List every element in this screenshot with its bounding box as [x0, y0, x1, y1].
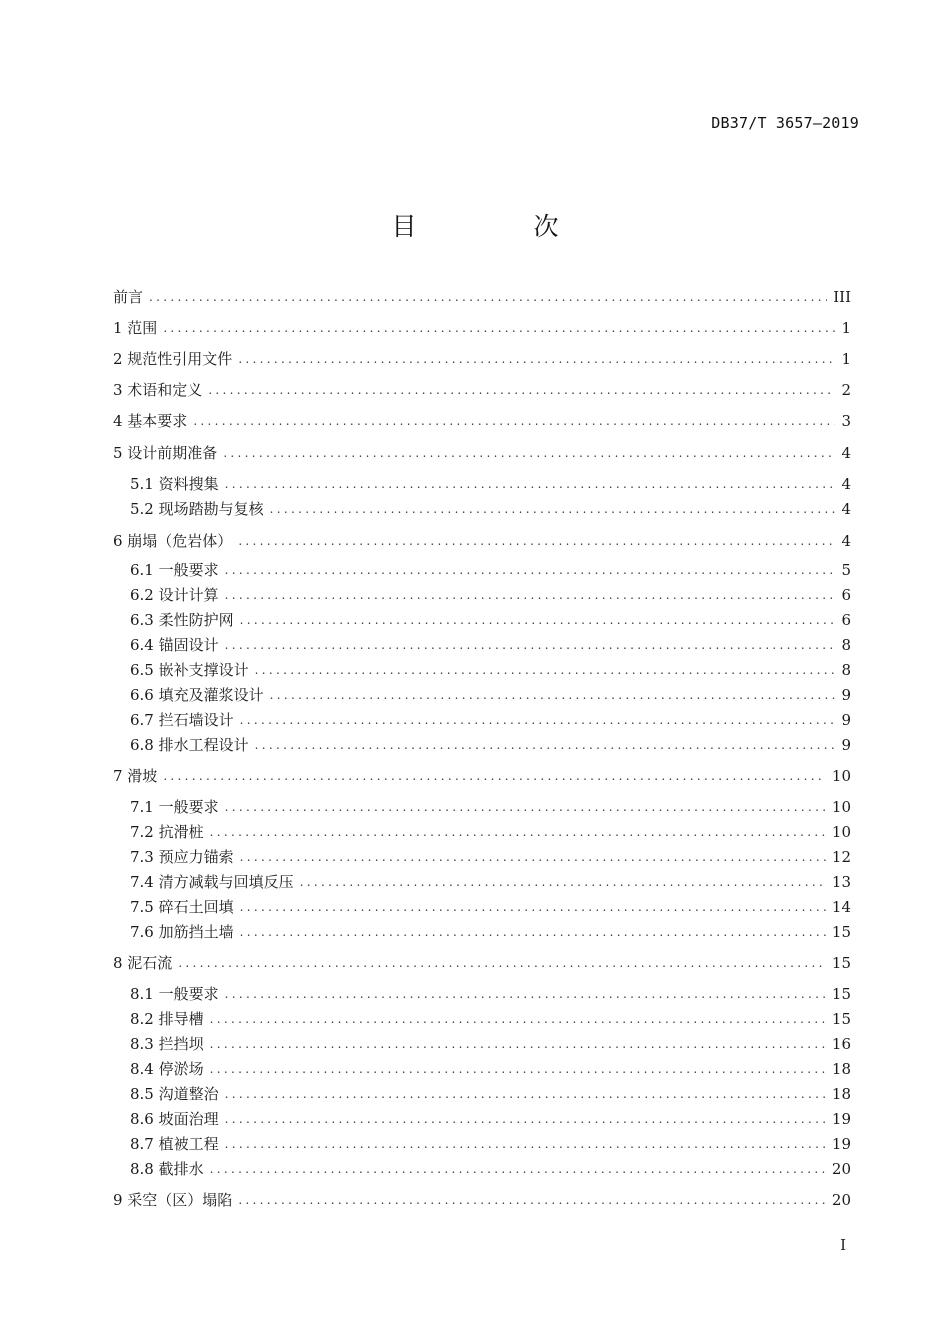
toc-leader-dots: [223, 440, 835, 466]
toc-entry-label: 6.5 嵌补支撑设计: [130, 661, 249, 679]
toc-entry-label: 6.7 拦石墙设计: [130, 711, 234, 729]
toc-entry-page: 9: [841, 711, 851, 729]
toc-entry-page: 4: [841, 532, 851, 550]
toc-entry[interactable]: [130, 1081, 851, 1107]
toc-entry[interactable]: [130, 496, 851, 522]
toc-entry[interactable]: [113, 763, 851, 789]
toc-entry-label: 6.6 填充及灌浆设计: [130, 686, 264, 704]
toc-entry-page: 18: [831, 1060, 851, 1078]
toc-entry-page: 1: [841, 350, 851, 368]
toc-entry-label: 5 设计前期准备: [113, 444, 218, 462]
toc-entry-label: 6 崩塌（危岩体）: [113, 532, 233, 550]
toc-entry-page: 14: [831, 898, 851, 916]
toc-entry-page: 5: [841, 561, 851, 579]
toc-leader-dots: [225, 1106, 826, 1132]
toc-entry-page: 15: [831, 985, 851, 1003]
toc-entry-page: 20: [831, 1160, 851, 1178]
toc-entry[interactable]: [113, 1187, 851, 1213]
toc-entry-page: 16: [831, 1035, 851, 1053]
toc-entry-label: 8.8 截排水: [130, 1160, 204, 1178]
toc-entry-label: 6.4 锚固设计: [130, 636, 219, 654]
toc-entry[interactable]: [130, 607, 851, 633]
toc-entry[interactable]: [130, 794, 851, 820]
toc-entry-page: 3: [841, 412, 851, 430]
toc-entry-label: 6.1 一般要求: [130, 561, 219, 579]
toc-leader-dots: [210, 1056, 826, 1082]
toc-leader-dots: [240, 707, 835, 733]
page-number: I: [840, 1236, 846, 1254]
toc-leader-dots: [225, 794, 826, 820]
toc-entry[interactable]: [130, 894, 851, 920]
toc-leader-dots: [193, 408, 835, 434]
toc-entry[interactable]: [130, 819, 851, 845]
page-title: 目 次: [391, 212, 605, 241]
toc-entry-label: 前言: [113, 288, 144, 306]
toc-entry-page: 9: [841, 686, 851, 704]
toc-entry-page: 15: [831, 923, 851, 941]
toc-leader-dots: [238, 346, 835, 372]
toc-leader-dots: [163, 763, 826, 789]
toc-entry[interactable]: [113, 528, 851, 554]
toc-entry[interactable]: [130, 582, 851, 608]
toc-entry-page: 2: [841, 381, 851, 399]
toc-entry[interactable]: [130, 844, 851, 870]
toc-entry-label: 7.2 抗滑桩: [130, 823, 204, 841]
toc-entry-page: 19: [831, 1135, 851, 1153]
toc-leader-dots: [255, 657, 835, 683]
toc-entry-page: 10: [831, 767, 851, 785]
toc-entry[interactable]: [113, 408, 851, 434]
toc-entry[interactable]: [113, 950, 851, 976]
toc-leader-dots: [210, 1006, 826, 1032]
toc-leader-dots: [225, 1081, 826, 1107]
toc-leader-dots: [240, 894, 826, 920]
toc-entry-page: 9: [841, 736, 851, 754]
toc-entry-page: 10: [831, 823, 851, 841]
toc-entry-label: 8.1 一般要求: [130, 985, 219, 1003]
toc-entry-page: 20: [831, 1191, 851, 1209]
toc-entry-page: 13: [831, 873, 851, 891]
toc-leader-dots: [225, 1131, 826, 1157]
toc-entry-label: 4 基本要求: [113, 412, 188, 430]
toc-leader-dots: [238, 1187, 826, 1213]
toc-entry-page: III: [833, 288, 851, 306]
toc-entry-label: 8.6 坡面治理: [130, 1110, 219, 1128]
toc-entry-label: 8.5 沟道整治: [130, 1085, 219, 1103]
toc-entry-label: 9 采空（区）塌陷: [113, 1191, 233, 1209]
toc-entry-page: 4: [841, 475, 851, 493]
toc-entry[interactable]: [130, 1156, 851, 1182]
toc-entry-label: 8.2 排导槽: [130, 1010, 204, 1028]
toc-leader-dots: [225, 471, 835, 497]
toc-entry-label: 7.3 预应力锚索: [130, 848, 234, 866]
toc-entry[interactable]: [130, 1131, 851, 1157]
toc-entry[interactable]: [130, 981, 851, 1007]
toc-entry-page: 18: [831, 1085, 851, 1103]
document-code: DB37/T 3657—2019: [711, 114, 859, 132]
toc-entry[interactable]: [130, 732, 851, 758]
toc-entry[interactable]: [130, 707, 851, 733]
toc-leader-dots: [178, 950, 826, 976]
toc-entry-page: 15: [831, 954, 851, 972]
toc-entry-page: 4: [841, 500, 851, 518]
toc-entry-label: 8 泥石流: [113, 954, 173, 972]
toc-entry[interactable]: [113, 440, 851, 466]
toc-entry-label: 3 术语和定义: [113, 381, 203, 399]
toc-entry-label: 6.3 柔性防护网: [130, 611, 234, 629]
toc-entry-page: 6: [841, 611, 851, 629]
toc-entry-page: 12: [831, 848, 851, 866]
toc-leader-dots: [208, 377, 835, 403]
toc-entry-label: 7.5 碎石土回填: [130, 898, 234, 916]
toc-entry[interactable]: [130, 471, 851, 497]
toc-entry-page: 1: [841, 319, 851, 337]
toc-leader-dots: [210, 1031, 826, 1057]
toc-leader-dots: [210, 1156, 826, 1182]
toc-entry-label: 1 范围: [113, 319, 158, 337]
toc-entry[interactable]: [130, 1056, 851, 1082]
toc-leader-dots: [225, 632, 835, 658]
toc-entry[interactable]: [113, 284, 851, 310]
toc-leader-dots: [210, 819, 826, 845]
toc-entry-label: 6.8 排水工程设计: [130, 736, 249, 754]
toc-entry-page: 4: [841, 444, 851, 462]
toc-leader-dots: [270, 496, 835, 522]
toc-entry[interactable]: [130, 919, 851, 945]
toc-entry[interactable]: [113, 377, 851, 403]
toc-entry-page: 19: [831, 1110, 851, 1128]
toc-entry[interactable]: [130, 632, 851, 658]
toc-entry-label: 8.7 植被工程: [130, 1135, 219, 1153]
toc-entry-label: 7.1 一般要求: [130, 798, 219, 816]
toc-leader-dots: [225, 582, 835, 608]
toc-entry-label: 5.1 资料搜集: [130, 475, 219, 493]
toc-entry-page: 10: [831, 798, 851, 816]
toc-leader-dots: [238, 528, 835, 554]
toc-leader-dots: [255, 732, 835, 758]
toc-entry[interactable]: [130, 1031, 851, 1057]
toc-entry-label: 7 滑坡: [113, 767, 158, 785]
toc-entry-page: 15: [831, 1010, 851, 1028]
toc-entry-label: 8.3 拦挡坝: [130, 1035, 204, 1053]
toc-entry-page: 6: [841, 586, 851, 604]
toc-entry[interactable]: [130, 1106, 851, 1132]
toc-leader-dots: [225, 981, 826, 1007]
toc-entry[interactable]: [130, 1006, 851, 1032]
toc-entry-label: 2 规范性引用文件: [113, 350, 233, 368]
toc-leader-dots: [225, 557, 835, 583]
toc-leader-dots: [240, 844, 826, 870]
toc-entry-label: 6.2 设计计算: [130, 586, 219, 604]
toc-leader-dots: [149, 284, 827, 310]
toc-leader-dots: [270, 682, 835, 708]
toc-leader-dots: [163, 315, 835, 341]
toc-entry[interactable]: [130, 682, 851, 708]
toc-entry[interactable]: [130, 869, 851, 895]
toc-entry-label: 8.4 停淤场: [130, 1060, 204, 1078]
toc-entry[interactable]: [130, 657, 851, 683]
toc-leader-dots: [240, 919, 826, 945]
toc-leader-dots: [240, 607, 835, 633]
toc-entry[interactable]: [130, 557, 851, 583]
toc-entry[interactable]: [113, 346, 851, 372]
toc-entry-label: 5.2 现场踏勘与复核: [130, 500, 264, 518]
toc-entry-label: 7.6 加筋挡土墙: [130, 923, 234, 941]
toc-entry-label: 7.4 清方减载与回填反压: [130, 873, 294, 891]
toc-entry-page: 8: [841, 661, 851, 679]
toc-entry-page: 8: [841, 636, 851, 654]
toc-leader-dots: [300, 869, 826, 895]
toc-entry[interactable]: [113, 315, 851, 341]
